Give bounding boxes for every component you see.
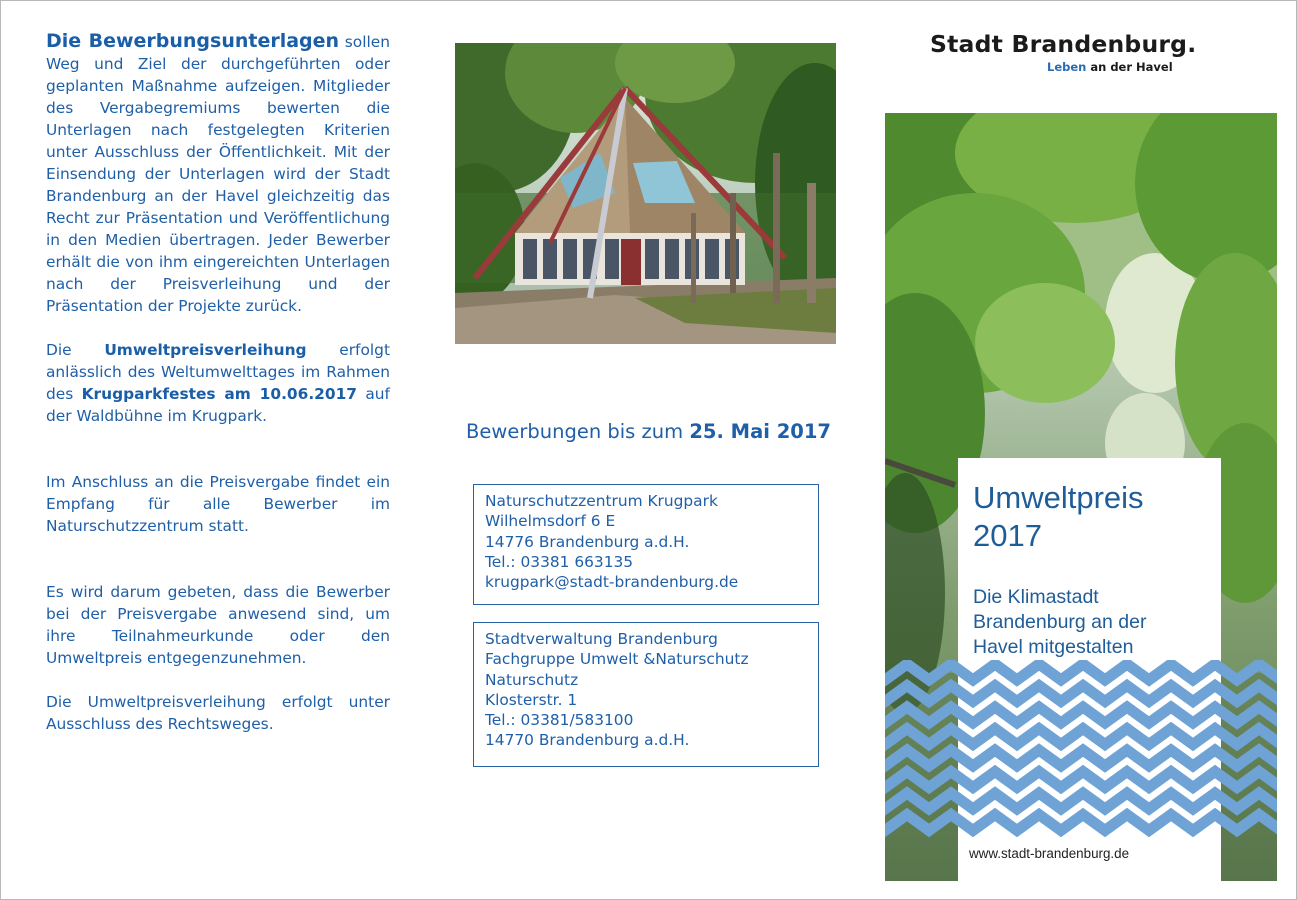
- address-line: Fachgruppe Umwelt &Naturschutz: [485, 650, 749, 669]
- wave-pattern: [885, 660, 1277, 840]
- nature-center-photo-graphic: [455, 43, 836, 344]
- cover-subtitle: [973, 585, 1213, 660]
- cover-subtitle-line: Die Klimastadt: [973, 586, 1099, 608]
- wave-stripe: [885, 772, 1277, 788]
- deadline-heading: [455, 420, 842, 443]
- phone-line: Tel.: 03381 663135: [485, 552, 634, 571]
- logo-wordmark: Stadt Brandenburg.: [930, 30, 1197, 58]
- address-line: Klosterstr. 1: [485, 690, 578, 709]
- wave-stripe: [885, 750, 1277, 766]
- wave-stripe: [885, 707, 1277, 723]
- wave-stripe: [885, 815, 1277, 831]
- paragraph-legal: Die Umweltpreisverleihung erfolgt unter Ausschluss des Rechtsweges.: [46, 693, 390, 733]
- deadline-date: 25. Mai 2017: [689, 420, 831, 443]
- wave-stripe: [885, 729, 1277, 745]
- award-date: Krugparkfestes am 10.06.2017: [81, 385, 358, 403]
- phone-line: Tel.: 03381/583100: [485, 711, 634, 730]
- logo-tagline: [1047, 60, 1173, 74]
- address-line: Wilhelmsdorf 6 E: [485, 512, 616, 531]
- address-line: Naturschutz: [485, 670, 579, 689]
- cover-title-line: Umweltpreis: [973, 480, 1144, 515]
- address-line: Naturschutzzentrum Krugpark: [485, 492, 718, 510]
- logo-tagline-blue: Leben: [1047, 60, 1087, 74]
- paragraph-documents-text: sollen Weg und Ziel der durchgeführten oder geplanten Maßnahme aufzeigen. Mitglieder des Vergabegremiums bewerten die Unterlagen nach festgelegten Kriterien unter Ausschluss der Öffentlichkeit. Mit der Einsendung der Unterlagen wird der Stadt Brandenburg an der Havel gleichzeitig das Recht zur Präsentation und Veröffentlichung in den Medien übertragen. Jeder Bewerber erhält die von ihm eingereichten Unterlagen nach der Preisverleihung und der Präsentation der Projekte zurück.: [46, 33, 390, 315]
- address-line: Stadtverwaltung Brandenburg: [485, 630, 718, 648]
- award-keyword: Umweltpreisverleihung: [104, 341, 307, 359]
- paragraph-documents: [46, 30, 390, 317]
- wave-stripe: [885, 686, 1277, 702]
- logo-tagline-dark: an der Havel: [1090, 60, 1173, 74]
- award-text-c: erfolgt anlässlich des Weltumwelttages im Rahmen des: [46, 341, 390, 403]
- address-box-city-admin: [473, 622, 819, 767]
- left-column: [46, 30, 390, 735]
- cover-title: [973, 479, 1213, 555]
- wave-stripe: [885, 664, 1277, 680]
- deadline-prefix: Bewerbungen bis zum: [466, 420, 684, 443]
- award-text-e: auf der Waldbühne im Krugpark.: [46, 385, 390, 425]
- paragraph-award-ceremony: [46, 339, 390, 427]
- lead-documents: Die Bewerbungsunterlagen: [46, 30, 340, 52]
- address-line: 14770 Brandenburg a.d.H.: [485, 731, 690, 750]
- cover-subtitle-line: Havel mitgestalten: [973, 636, 1134, 658]
- website-url: www.stadt-brandenburg.de: [969, 846, 1130, 861]
- wave-stripe: [885, 793, 1277, 809]
- paragraph-attendance: Es wird darum gebeten, dass die Bewerber bei der Preisvergabe anwesend sind, um ihre Teilnahmeurkunde oder den Umweltpreis entgegenzunehmen.: [46, 583, 390, 667]
- cover-title-year: 2017: [973, 518, 1042, 553]
- email-line: krugpark@stadt-brandenburg.de: [485, 573, 739, 592]
- award-text-a: Die: [46, 341, 72, 359]
- address-line: 14776 Brandenburg a.d.H.: [485, 532, 690, 551]
- nature-center-photo: [455, 43, 836, 344]
- cover-subtitle-line: Brandenburg an der: [973, 611, 1147, 633]
- paragraph-reception: Im Anschluss an die Preisvergabe findet ein Empfang für alle Bewerber im Naturschutzzentrum statt.: [46, 473, 390, 535]
- cover-panel: [885, 113, 1277, 881]
- city-logo: [930, 30, 1210, 74]
- address-box-nature-center: [473, 484, 819, 605]
